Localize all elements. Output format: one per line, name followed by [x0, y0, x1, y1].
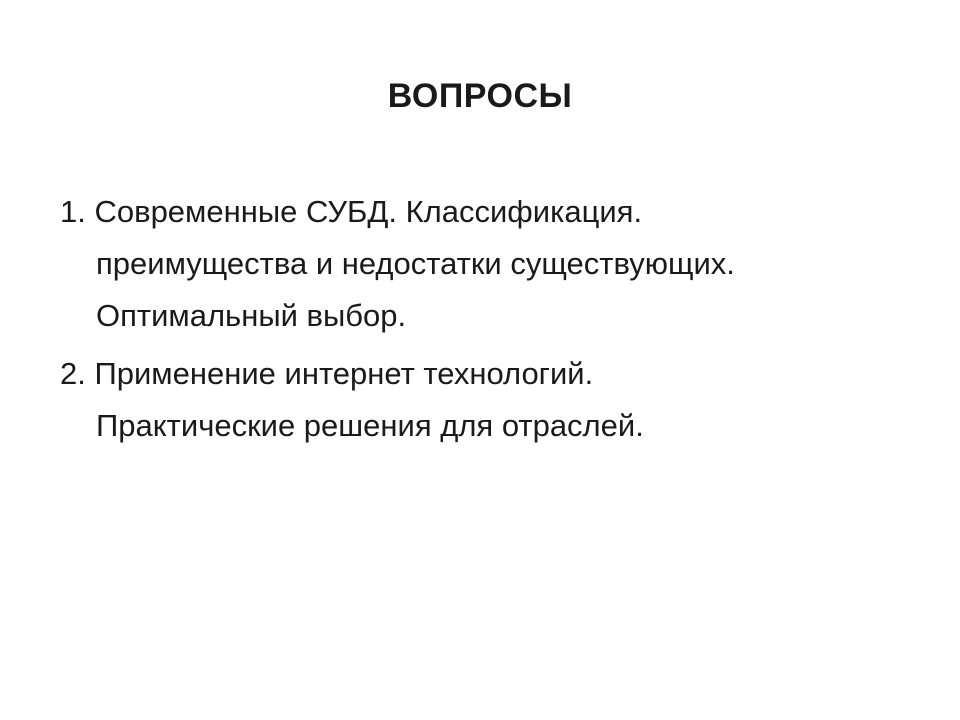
slide-title: ВОПРОСЫ: [387, 77, 573, 115]
list-item-1-line-1: 1. Современные СУБД. Классификация.: [60, 194, 643, 229]
list-item-1-line-3: Оптимальный выбор.: [96, 298, 407, 333]
list-item-2: [60, 348, 920, 452]
list-item-2-line-2: Практические решения для отраслей.: [96, 408, 644, 443]
list-item-1: [60, 186, 920, 342]
list-item-1-line-2: преимущества и недостатки существующих.: [96, 246, 735, 281]
questions-list: [60, 186, 920, 458]
list-item-2-line-1: 2. Применение интернет технологий.: [60, 356, 594, 391]
